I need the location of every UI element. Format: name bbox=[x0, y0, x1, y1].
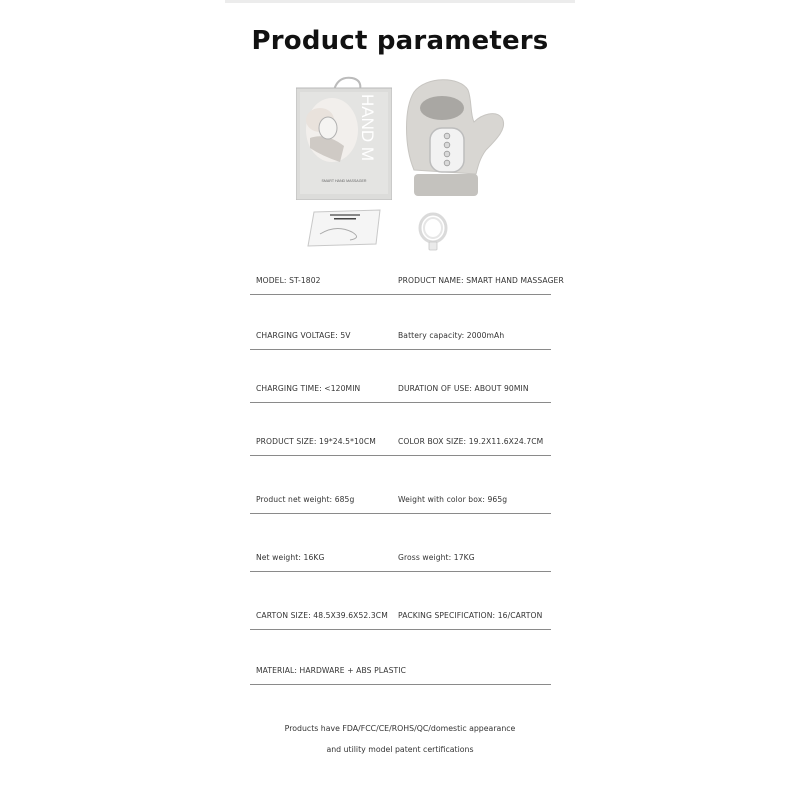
hand-massager-image bbox=[400, 78, 505, 200]
param-row bbox=[250, 551, 551, 572]
param-row bbox=[250, 609, 551, 630]
param-carton-net-weight: Net weight: 16KG bbox=[256, 553, 325, 562]
param-weight-with-box: Weight with color box: 965g bbox=[398, 495, 508, 504]
product-box-image bbox=[296, 76, 392, 200]
param-packing-spec: PACKING SPECIFICATION: 16/CARTON bbox=[398, 611, 543, 620]
param-net-weight: Product net weight: 685g bbox=[256, 495, 355, 504]
param-row bbox=[250, 382, 551, 403]
top-divider bbox=[225, 0, 575, 3]
box-brand-text: HAND M bbox=[358, 94, 377, 162]
param-row bbox=[250, 435, 551, 456]
param-row bbox=[250, 493, 551, 514]
param-gross-weight: Gross weight: 17KG bbox=[398, 553, 475, 562]
param-row bbox=[250, 329, 551, 350]
charging-cable-image bbox=[414, 208, 452, 252]
param-product-name: PRODUCT NAME: SMART HAND MASSAGER bbox=[398, 276, 564, 285]
certification-line-1: Products have FDA/FCC/CE/ROHS/QC/domestic appearance bbox=[284, 724, 516, 733]
page-title: Product parameters bbox=[251, 26, 549, 56]
param-row bbox=[250, 274, 564, 295]
param-material: MATERIAL: HARDWARE + ABS PLASTIC bbox=[256, 666, 406, 675]
box-caption-text: SMART HAND MASSAGER bbox=[321, 179, 367, 183]
param-charging-time: CHARGING TIME: <120MIN bbox=[256, 384, 361, 393]
param-row bbox=[250, 664, 551, 685]
param-carton-size: CARTON SIZE: 48.5X39.6X52.3CM bbox=[256, 611, 388, 620]
param-duration-of-use: DURATION OF USE: ABOUT 90MIN bbox=[398, 384, 529, 393]
param-battery-capacity: Battery capacity: 2000mAh bbox=[398, 331, 505, 340]
param-color-box-size: COLOR BOX SIZE: 19.2X11.6X24.7CM bbox=[398, 437, 544, 446]
manual-image bbox=[306, 208, 386, 248]
param-model: MODEL: ST-1802 bbox=[256, 276, 321, 285]
param-product-size: PRODUCT SIZE: 19*24.5*10CM bbox=[256, 437, 376, 446]
certification-line-2: and utility model patent certifications bbox=[326, 745, 474, 754]
param-charging-voltage: CHARGING VOLTAGE: 5V bbox=[256, 331, 351, 340]
